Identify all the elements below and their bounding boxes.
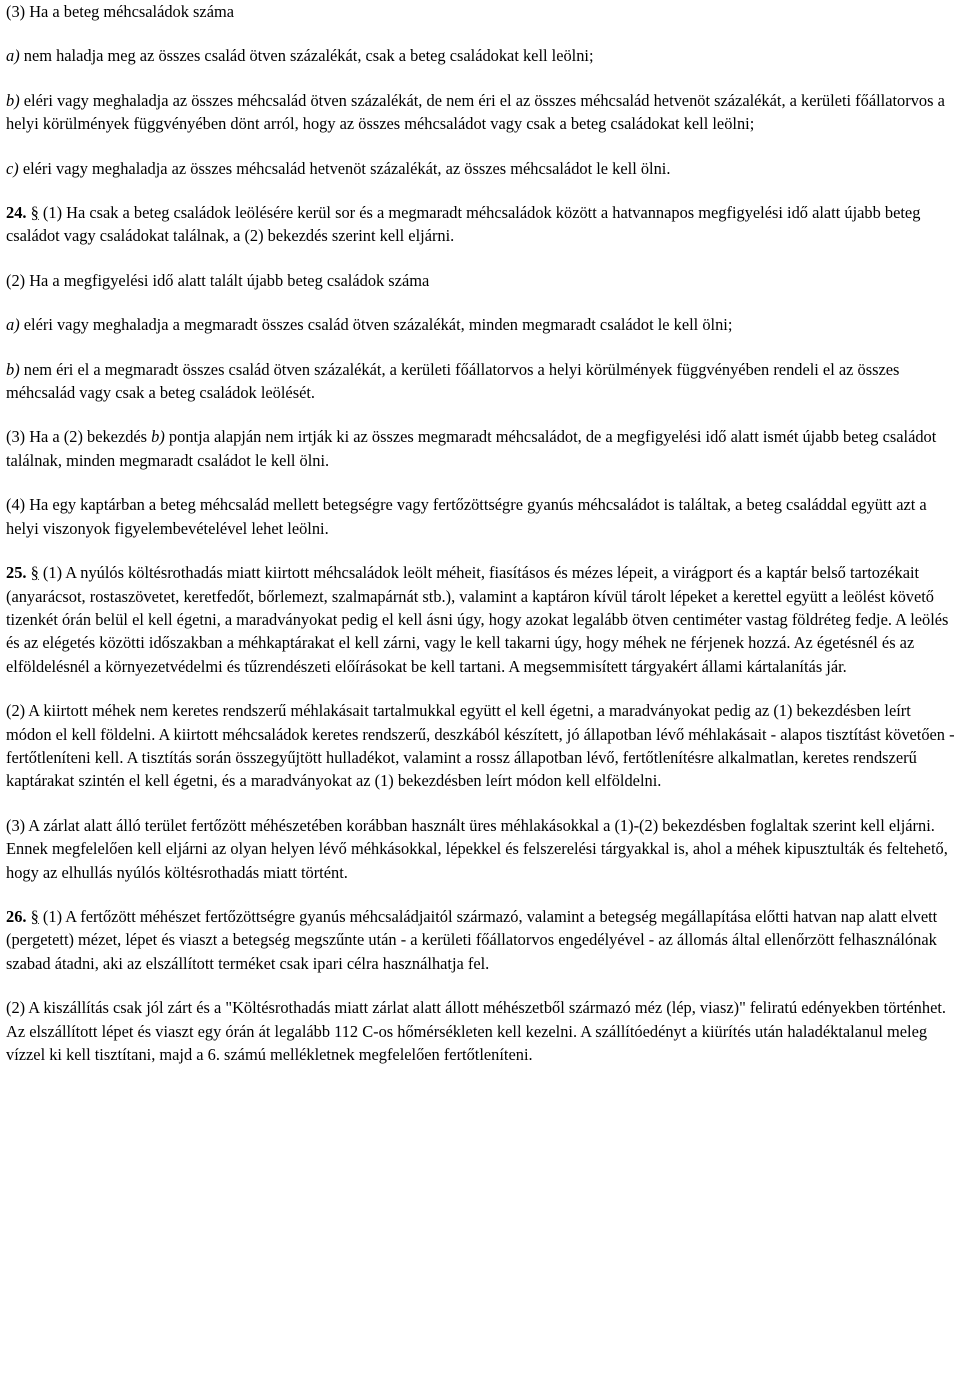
paragraph-text: (3) A zárlat alatt álló terület fertőzött méhészetében korábban használt üres méhlakásokkal a (1)-(2) bekezdésben foglaltak szerint kell eljárni. Ennek megfelelően kell eljárni az olyan helyen lévő méhkásokkal, lépekkel és felszerelési tárgyakkal is, ahol a méhek kipusztulták és feltehető, hogy az elhullás nyúlós költésrothadás miatt történt.	[6, 815, 948, 882]
section-26-paragraph-1	[6, 905, 960, 975]
section-24-point-b	[6, 358, 960, 405]
paragraph-3-heading	[6, 0, 960, 23]
paragraph-text: nem éri el a megmaradt összes család ötven százalékát, a kerületi főállatorvos a helyi körülmények függvényében rendeli el az összes méhcsalád vagy csak a beteg családok leölését.	[6, 359, 900, 403]
paragraph-text: (3) Ha a beteg méhcsaládok száma	[6, 2, 234, 21]
section-24-paragraph-2	[6, 269, 960, 292]
section-26-paragraph-2	[6, 996, 960, 1066]
point-marker: b)	[151, 427, 165, 447]
section-24-paragraph-4	[6, 493, 960, 540]
paragraph-text: (3) Ha a (2) bekezdés	[6, 427, 152, 447]
paragraph-text: (2) A kiszállítás csak jól zárt és a "Költésrothadás miatt zárlat alatt állott méhészetből származó méz (lép, viasz)" feliratú edényekben történhet. Az elszállított lépet és viaszt egy órán át legalább 112 C-os hőmérsékleten kell kezelni. A szállítóedényt a kiürítés után haladéktalanul meleg vízzel ki kell tisztítani, majd a 6. számú mellékletnek megfelelően fertőtleníteni.	[6, 998, 946, 1064]
paragraph-3-a	[6, 44, 960, 67]
section-number: 25.	[6, 563, 27, 583]
section-sign-link[interactable]: §	[30, 203, 39, 223]
paragraph-text: eléri vagy meghaladja az összes méhcsalád ötven százalékát, de nem éri el az összes méhcsalád hetvenöt százalékát, a kerületi főállatorvos a helyi körülmények függvényében dönt arról, hogy az összes méhcsaládot vagy csak a beteg családokat kell leölni;	[6, 90, 945, 134]
section-number: 26.	[6, 906, 27, 926]
section-sign-link[interactable]: §	[30, 906, 39, 926]
paragraph-text: (1) A nyúlós költésrothadás miatt kiirtott méhcsaládok leölt méheit, fiasításos és mézes lépeit, a virágport és a kaptár belső tartozékait (anyarácsot, rostaszövetet, keretfedőt, bőrlemezt, szalmapárnát stb.), valamint a kaptáron kívül tárolt lépeket a kerettel együtt a leölést követő tizenkét órán belül el kell égetni, a maradványokat pedig el kell ásni úgy, hogy azokat legalább ötven centiméter vastag földréteg fedje. A leölés és az elégetés közötti időszakban a méhkaptárakat el kell zárni, vagy le kell takarni úgy, hogy méhek ne férjenek hozzá. Az égetésnél és az elföldelésnél a környezetvédelmi és tűzrendészeti előírásokat be kell tartani. A megsemmisített tárgyakért állami kártalanítás jár.	[6, 563, 949, 676]
point-marker: b)	[6, 359, 20, 379]
section-24-point-a	[6, 313, 960, 336]
paragraph-3-c	[6, 157, 960, 180]
section-24-paragraph-3	[6, 425, 960, 472]
paragraph-text: (1) Ha csak a beteg családok leölésére kerül sor és a megmaradt méhcsaládok között a hatvannapos megfigyelési idő alatt újabb beteg családot vagy családokat találnak, a (2) bekezdés szerint kell eljárni.	[6, 203, 921, 246]
section-25-paragraph-2	[6, 699, 960, 793]
paragraph-text: eléri vagy meghaladja az összes méhcsalád hetvenöt százalékát, az összes méhcsaládot le kell ölni.	[18, 158, 671, 178]
section-25-paragraph-3	[6, 814, 960, 884]
point-marker: c)	[6, 158, 19, 178]
section-sign-link[interactable]: §	[30, 563, 39, 583]
paragraph-text: (4) Ha egy kaptárban a beteg méhcsalád mellett betegségre vagy fertőzöttségre gyanús méhcsaládot is találtak, a beteg családdal együtt azt a helyi viszonyok figyelembevételével lehet leölni.	[6, 495, 927, 538]
paragraph-3-b	[6, 89, 960, 136]
paragraph-text: eléri vagy meghaladja a megmaradt összes család ötven százalékát, minden megmaradt családot le kell ölni;	[19, 315, 733, 335]
section-24-paragraph-1	[6, 201, 960, 248]
point-marker: a)	[6, 315, 20, 335]
point-marker: a)	[6, 46, 20, 66]
paragraph-text: pontja alapján nem irtják ki az összes megmaradt méhcsaládot, de a megfigyelési idő alatt ismét újabb beteg családot találnak, minden megmaradt családot le kell ölni.	[6, 427, 937, 470]
paragraph-text: (2) Ha a megfigyelési idő alatt talált újabb beteg családok száma	[6, 270, 430, 290]
section-number: 24.	[6, 203, 27, 223]
paragraph-text: (1) A fertőzött méhészet fertőzöttségre gyanús méhcsaládjaitól származó, valamint a betegség megállapítása előtti hatvan nap alatt elvett (pergetett) mézet, lépet és viaszt a betegség megszűnte után - a kerületi főállatorvos engedélyével - az állomás által ellenőrzött felhasználónak szabad átadni, aki az elszállított terméket csak ipari célra használhatja fel.	[6, 906, 938, 973]
point-marker: b)	[6, 90, 20, 110]
paragraph-text: (2) A kiirtott méhek nem keretes rendszerű méhlakásait tartalmukkal együtt el kell égetni, a maradványokat pedig az (1) bekezdésben leírt módon el kell földelni. A kiirtott méhcsaládok keretes rendszerű, deszkából készített, jó állapotban lévő méhlakásait - alapos tisztítást követően - fertőtleníteni kell. A tisztítás során összegyűjtött hulladékot, valamint a rossz állapotban lévő, fertőtlenítésre alkalmatlan, keretes rendszerű kaptárakat szintén el kell égetni, és a maradványokat az (1) bekezdésben leírt módon kell elföldelni.	[6, 701, 955, 791]
section-25-paragraph-1	[6, 561, 960, 678]
paragraph-text: nem haladja meg az összes család ötven százalékát, csak a beteg családokat kell leölni;	[19, 46, 594, 66]
